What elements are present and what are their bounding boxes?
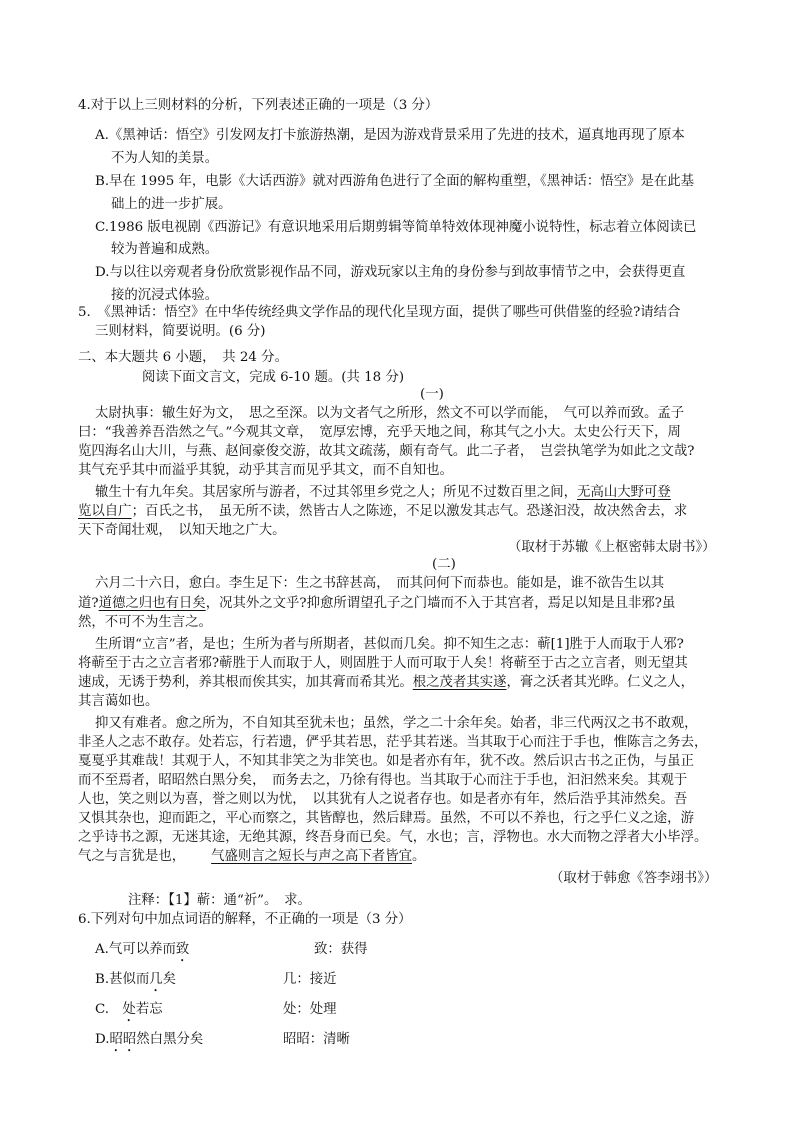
passage1-p1-line3: 览四海名山大川，与燕、赵间豪俊交游，故其文疏荡，颇有奇气。此二子者， 岂尝执笔学为如此之文哉? <box>78 444 695 459</box>
q4-option-a-line2: 不为人知的美景。 <box>111 151 219 166</box>
passage1-label: (一) <box>420 387 444 402</box>
passage2-label: (二) <box>432 557 456 572</box>
passage2-p5-line5: 人也，笑之则以为喜，誉之则以为忧， 以其犹有人之说者存也。如是者亦有年，然后浩乎其沛然矣。吾 <box>78 792 688 807</box>
passage1-p2-line1-text: 辙生十有九年矣。其居家所与游者，不过其邻里乡党之人；所见不过数百里之间， <box>95 485 578 500</box>
passage2-p5-line6: 又惧其杂也，迎而距之，平心而察之，其皆醇也，然后肆焉。虽然，不可以不养也，行之乎仁义之途，游 <box>78 811 694 826</box>
passage2-p3-line1: 六月二十六日，愈白。李生足下：生之书辞甚高， 而其问何下而恭也。能如是，谁不欲告生以其 <box>95 576 665 591</box>
passage2-p4-line3-rest: ，膏之沃者其光晔。仁义之人， <box>506 675 694 690</box>
q6-option-b-explanation: 几：接近 <box>283 972 337 987</box>
q6-option-b-dotted: 几 <box>149 972 163 987</box>
passage2-p4-line1: 生所谓“立言”者，是也；生所为者与所期者，甚似而几矣。抑不知生之志：蕲[1]胜于人而取于人邪? <box>95 637 684 652</box>
q4-option-d-line2: 接的沉浸式体验。 <box>111 288 219 303</box>
passage2-p3-line2-prefix: 道? <box>78 596 99 611</box>
q6-option-c-dotted: 处 <box>122 1002 136 1017</box>
annotation-note: 注释：【1】蕲：通“祈”。 求。 <box>128 893 311 908</box>
q4-option-b-line2: 础上的进一步扩展。 <box>111 197 232 212</box>
q6-option-d <box>95 1031 203 1055</box>
passage2-p5-line7: 之乎诗书之源，无迷其途，无绝其源，终吾身而已矣。气，水也；言，浮物也。水大而物之浮者大小毕浮。 <box>78 830 708 845</box>
q6-option-d-text: D. <box>95 1032 110 1047</box>
passage2-p3-line3: 然，不可不为生言之。 <box>78 615 212 630</box>
q6-option-a-text: A.气可以养而 <box>95 942 176 957</box>
section2-heading: 二、本大题共 6 小题， 共 24 分。 <box>78 350 288 365</box>
underlined-sentence-3: 根之茂者其实遂 <box>412 675 507 690</box>
q5-stem-line1: 5. 《黑神话：悟空》在中华传统经典文学作品的现代化呈现方面，提供了哪些可供借鉴的经验?请结合 <box>78 305 681 320</box>
passage2-p4-line3-text: 速成，无诱于势利，养其根而俟其实，加其膏而希其光。 <box>78 675 413 690</box>
q6-option-d-explanation: 昭昭：清晰 <box>283 1032 350 1047</box>
q6-option-d-dotted: 昭昭 <box>109 1032 137 1047</box>
passage1-p2-line2-text: ；百氏之书， 虽无所不读，然皆古人之陈迹，不足以激发其志气。恐遂汩没，故决然舍去，求 <box>131 504 688 519</box>
section2-instruction: 阅读下面文言文，完成 6-10 题。(共 18 分) <box>142 370 405 385</box>
passage2-p4-line3 <box>78 674 694 691</box>
q6-option-b-rest: 矣 <box>162 972 177 987</box>
passage2-p4-line4: 其言蔼如也。 <box>78 694 159 709</box>
passage2-p5-line1: 抑又有难者。愈之所为，不自知其至犹未也；虽然，学之二十余年矣。始者，非三代两汉之书不敢观， <box>95 716 698 731</box>
passage2-p3-line2-text: ，况其外之文乎?抑愈所谓望孔子之门墙而不入于其宫者，焉足以知是且非邪?虽 <box>205 596 676 611</box>
q6-option-c-explanation: 处：处理 <box>283 1002 337 1017</box>
passage2-p5-line8-end: 。 <box>411 849 426 864</box>
passage1-p1-line4: 其气充乎其中而溢乎其貌，动乎其言而见乎其文，而不自知也。 <box>78 463 453 478</box>
passage2-p4-line2: 将蕲至于古之立言者邪?蕲胜于人而取于人，则固胜于人而可取于人矣！将蕲至于古之立言者，则无望其 <box>78 656 688 671</box>
q6-option-a <box>95 941 189 965</box>
q4-option-c-line1: C.1986 版电视剧《西游记》有意识地采用后期剪辑等简单特效体现神魔小说特性，标志着立体阅读已 <box>95 220 697 235</box>
underlined-sentence-1a: 无高山大野可登 <box>577 485 671 500</box>
passage2-p5-line4: 而不至焉者，昭昭然白黑分矣， 而务去之，乃徐有得也。当其取于心而注于手也，汩汩然来矣。其观于 <box>78 773 688 788</box>
q4-option-a-line1: A.《黑神话：悟空》引发网友打卡旅游热潮，是因为游戏背景采用了先进的技术，逼真地再现了原本 <box>95 128 685 143</box>
underlined-sentence-2: 道德之归也有日矣 <box>98 596 206 611</box>
q6-stem: 6.下列对句中加点词语的解释，不正确的一项是（3 分） <box>78 912 412 927</box>
passage1-p2-line3: 天下奇闻壮观， 以知天地之广大。 <box>78 523 286 538</box>
q5-stem-line2: 三则材料，简要说明。(6 分) <box>95 324 266 339</box>
passage2-p5-line3: 戛戛乎其难哉！其观于人，不知其非笑之为非笑也。如是者亦有年，犹不改。然后识古书之正伪，与虽正 <box>78 754 694 769</box>
q6-option-a-explanation: 致：获得 <box>314 942 368 957</box>
q6-option-d-rest: 然白黑分矣 <box>136 1032 204 1047</box>
q4-option-d-line1: D.与以往以旁观者身份欣赏影视作品不同，游戏玩家以主角的身份参与到故事情节之中，会获得更直 <box>95 265 686 280</box>
underlined-sentence-4: 气盛则言之短长与声之高下者皆宜 <box>211 849 412 864</box>
q6-option-b <box>95 971 176 995</box>
passage2-source: （取材于韩愈《答李翊书》） <box>550 871 718 886</box>
q6-option-a-dotted: 致 <box>175 942 190 957</box>
passage1-source: （取材于苏辙《上枢密韩太尉书》） <box>508 540 716 555</box>
q6-option-c-rest: 若忘 <box>135 1002 163 1017</box>
passage2-p5-line8 <box>78 848 425 865</box>
passage2-p5-line8-text: 气之与言犹是也， <box>78 849 186 864</box>
passage2-p3-line2 <box>78 595 675 612</box>
q4-option-b-line1: B.早在 1995 年，电影《大话西游》就对西游角色进行了全面的解构重塑，《黑神话：悟空》是在此基 <box>95 174 695 189</box>
passage2-p5-line2: 非圣人之志不敢存。处若忘，行若遗，俨乎其若思，茫乎其若迷。当其取于心而注于手也，惟陈言之务去， <box>78 735 708 750</box>
q6-option-c <box>95 1001 163 1025</box>
underlined-sentence-1b: 览以自广 <box>78 504 132 519</box>
q4-stem: 4.对于以上三则材料的分析，下列表述正确的一项是（3 分） <box>78 98 439 113</box>
q6-option-c-text: C. <box>95 1002 123 1017</box>
passage1-p1-line1: 太尉执事：辙生好为文， 思之至深。以为文者气之所形，然文不可以学而能， 气可以养而致。孟子 <box>95 406 685 421</box>
q4-option-c-line2: 较为普遍和成熟。 <box>111 242 219 257</box>
passage1-p2-line1 <box>95 484 671 501</box>
passage1-p1-line2: 曰：“我善养吾浩然之气。”今观其文章， 宽厚宏博，充乎天地之间，称其气之小大。太史公行天下，周 <box>78 425 681 440</box>
q6-option-b-text: B.甚似而 <box>95 972 150 987</box>
passage1-p2-line2 <box>78 503 687 520</box>
